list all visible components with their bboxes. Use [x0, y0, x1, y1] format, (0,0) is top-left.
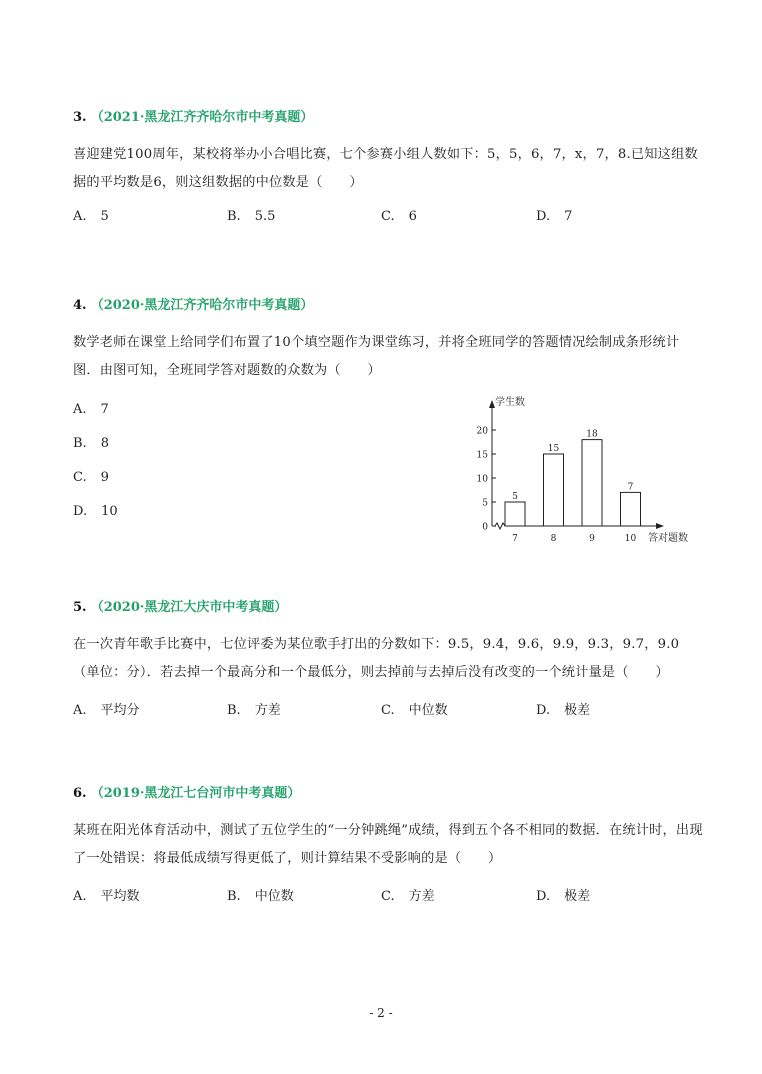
option-b[interactable]: B. 方差 [227, 703, 281, 718]
option-b[interactable]: B. 8 [73, 436, 109, 451]
question-header [73, 599, 703, 617]
option-b[interactable]: B. 5.5 [227, 209, 276, 224]
question-source: （2020·黑龙江齐齐哈尔市中考真题） [90, 298, 314, 313]
y-tick-label: 15 [476, 450, 488, 461]
question-text: 某班在阳光体育活动中，测试了五位学生的“一分钟跳绳”成绩，得到五个各不相同的数据．在统计时，出现了一处错误：将最低成绩写得更低了，则计算结果不受影响的是（ ） [73, 823, 703, 866]
bar-value-label: 5 [512, 492, 518, 502]
question-header [73, 109, 703, 127]
options-row [73, 885, 703, 905]
option-d[interactable]: D. 10 [73, 504, 118, 519]
question-number: 4. [73, 298, 87, 313]
option-d[interactable]: D. 极差 [536, 703, 591, 718]
question-text: 数学老师在课堂上给同学们布置了10个填空题作为课堂练习，并将全班同学的答题情况绘制成条形统计图．由图可知，全班同学答对题数的众数为（ ） [73, 335, 680, 378]
question-number: 6. [73, 786, 87, 801]
question-source: （2019·黑龙江七台河市中考真题） [90, 786, 301, 801]
question-text: 喜迎建党100周年，某校将举办小合唱比赛，七个参赛小组人数如下：5，5，6，7，x，7，8.已知这组数据的平均数是6，则这组数据的中位数是（ ） [73, 147, 698, 190]
question-6 [73, 785, 703, 905]
y-tick-label: 10 [476, 474, 488, 485]
option-c[interactable]: C. 6 [381, 209, 417, 224]
x-axis-label: 答对题数 [648, 533, 688, 544]
question-5 [73, 599, 703, 719]
question-text: 在一次青年歌手比赛中，七位评委为某位歌手打出的分数如下：9.5，9.4，9.6，9.9，9.3，9.7，9.0（单位：分）．若去掉一个最高分和一个最低分，则去掉前与去掉后没有改变的一个统计量是（ ） [73, 637, 680, 680]
bar-value-label: 15 [547, 444, 560, 454]
y-tick-label: 5 [482, 498, 488, 509]
x-tick-label: 9 [589, 534, 595, 544]
options-column [73, 402, 273, 532]
option-c[interactable]: C. 9 [73, 470, 109, 485]
option-a[interactable]: A. 5 [73, 209, 109, 224]
option-c[interactable]: C. 方差 [381, 889, 435, 904]
question-header [73, 297, 703, 315]
question-source: （2021·黑龙江齐齐哈尔市中考真题） [90, 110, 314, 125]
bar-value-label: 7 [627, 482, 634, 493]
bar [544, 454, 564, 526]
x-tick-label: 7 [512, 534, 518, 544]
x-tick-label: 8 [550, 534, 557, 544]
x-axis-arrow [656, 523, 664, 529]
options-row [73, 209, 703, 229]
question-number: 5. [73, 600, 87, 615]
question-number: 3. [73, 110, 87, 125]
page-number: - 2 - [369, 1006, 393, 1020]
bar [621, 492, 641, 526]
option-a[interactable]: A. 7 [73, 402, 109, 417]
bar-chart [476, 392, 696, 544]
option-c[interactable]: C. 中位数 [381, 703, 448, 718]
option-a[interactable]: A. 平均分 [73, 703, 140, 718]
y-axis-label: 学生数 [495, 397, 525, 408]
question-4 [73, 297, 703, 385]
y-tick-label: 20 [476, 426, 488, 437]
chart-bars [505, 440, 641, 526]
x-tick-label: 10 [624, 534, 637, 544]
x-axis-break [495, 523, 505, 529]
bar [582, 440, 602, 526]
option-d[interactable]: D. 7 [536, 209, 573, 224]
y-tick-label: 0 [482, 522, 488, 533]
option-b[interactable]: B. 中位数 [227, 889, 294, 904]
question-source: （2020·黑龙江大庆市中考真题） [90, 600, 288, 615]
question-header [73, 785, 703, 803]
option-a[interactable]: A. 平均数 [73, 889, 140, 904]
option-d[interactable]: D. 极差 [536, 889, 591, 904]
bar [505, 502, 525, 526]
question-3 [73, 109, 703, 229]
options-row [73, 699, 703, 719]
bar-value-label: 18 [586, 429, 598, 440]
